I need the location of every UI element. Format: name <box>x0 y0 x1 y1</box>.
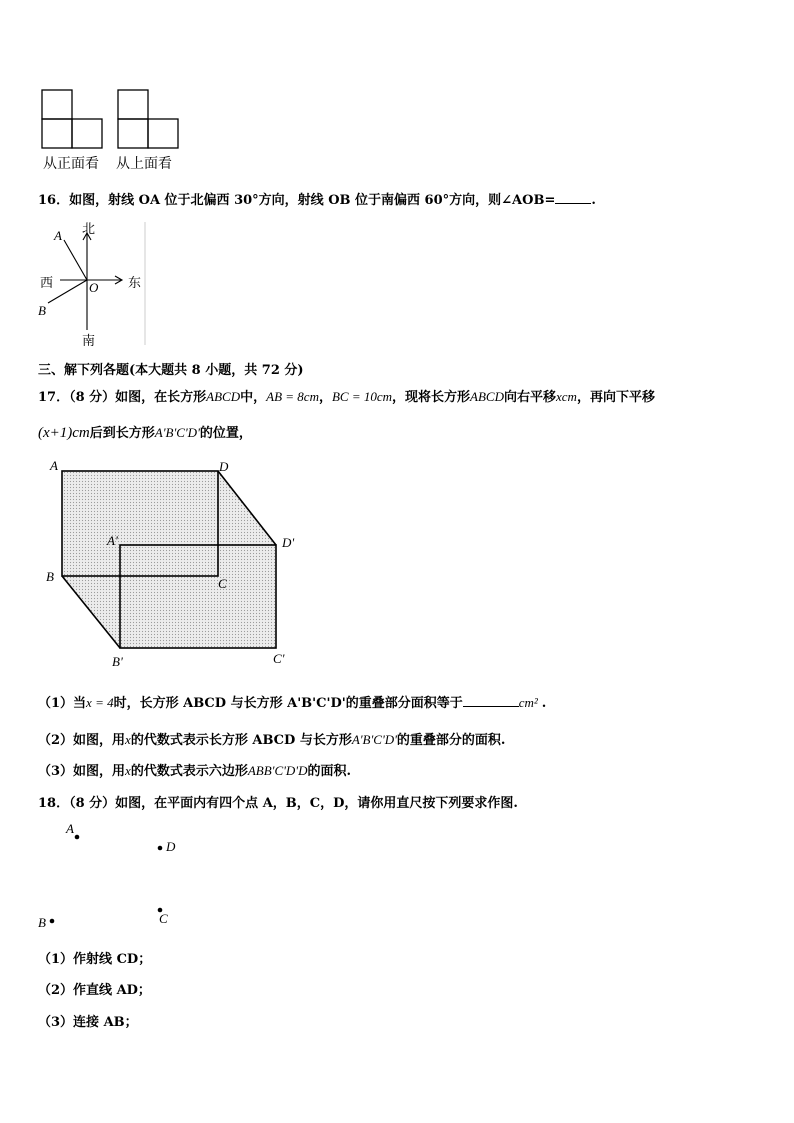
q17-abcd: ABCD <box>206 389 241 404</box>
q17-shift-expr: (x+1)cm <box>38 425 90 441</box>
fig17-label-a: A <box>50 458 58 473</box>
q17-sub1-b: 时，长方形 ABCD 与长方形 A'B'C'D'的重叠部分面积等于 <box>113 696 463 711</box>
fig17-label-b: B <box>46 569 54 584</box>
fig17-label-a-prime: A' <box>107 533 118 548</box>
q17-sub2-x: x <box>125 732 131 747</box>
q18-sub3: （3）连接 AB； <box>38 1015 138 1030</box>
q17-sub2-a: （2）如图，用 <box>38 733 126 748</box>
q17-bc-length: BC = 10cm <box>331 389 393 404</box>
compass-south-label: 南 <box>82 334 96 349</box>
q17-sub1-end: . <box>541 696 547 711</box>
q16-end: . <box>591 193 596 208</box>
compass-o-label: O <box>89 280 99 295</box>
q18-point-c-label: C <box>159 911 168 926</box>
q17-comma: ， <box>318 390 332 405</box>
section3-title: 三、解下列各题(本大题共 8 小题，共 72 分) <box>38 363 304 378</box>
compass-a-label: A <box>54 228 62 243</box>
q18-point-a-label: A <box>66 821 74 836</box>
front-view-caption: 从正面看 <box>43 156 99 172</box>
q18-text: 18．（8 分）如图，在平面内有四个点 A，B，C，D，请你用直尺按下列要求作图. <box>38 796 518 811</box>
top-view-caption: 从上面看 <box>116 156 172 172</box>
compass-b-label: B <box>38 303 46 318</box>
q17-ab-length: AB = 8cm <box>266 389 319 404</box>
q17-abcd-2: ABCD <box>470 389 504 404</box>
q18-sub2: （2）作直线 AD； <box>38 983 151 998</box>
q17-sub3-hexagon: ABB'C'D'D <box>247 763 308 778</box>
q17-sub1-a: （1）当 <box>38 696 87 711</box>
q18-sub1: （1）作射线 CD； <box>38 952 152 967</box>
fig17-label-d-prime: D' <box>282 535 295 550</box>
q17-line1-e: ，再向下平移 <box>576 390 655 405</box>
q17-xcm: xcm <box>556 389 577 404</box>
fig17-label-d: D <box>219 459 229 474</box>
fig17-label-c-prime: C' <box>273 651 285 666</box>
q17-sub1-x: x = 4 <box>86 695 114 710</box>
q17-sub3-x: x <box>125 763 131 778</box>
q18-point-d-label: D <box>166 839 176 854</box>
q16-stem: 16．如图，射线 OA 位于北偏西 30°方向，射线 OB 位于南偏西 60°方向，则∠AOB= <box>38 193 556 208</box>
q17-sub2-rect: A'B'C'D' <box>351 732 397 747</box>
compass-west-label: 西 <box>40 276 54 291</box>
q17-sub3-b: 的代数式表示六边形 <box>130 764 248 779</box>
q17-line2-b: 的位置， <box>199 426 252 441</box>
q17-line1-a: 17．（8 分）如图，在长方形 <box>38 390 207 405</box>
q18-point-b-label: B <box>38 915 46 930</box>
fig17-label-b-prime: B' <box>112 654 123 669</box>
q17-rect-prime: A'B'C'D' <box>154 425 200 440</box>
q17-sub2-b: 的代数式表示长方形 ABCD 与长方形 <box>130 733 352 748</box>
q17-line1-d: 向右平移 <box>503 390 556 405</box>
q17-line1-b: 中， <box>240 390 267 405</box>
fig17-label-c: C <box>218 576 227 591</box>
q17-line2-a: 后到长方形 <box>89 426 155 441</box>
compass-east-label: 东 <box>128 276 142 291</box>
q17-sub1-unit: cm² <box>518 695 538 710</box>
q17-sub2-c: 的重叠部分的面积. <box>396 733 506 748</box>
q17-line1-c: ，现将长方形 <box>392 390 471 405</box>
q17-sub3-c: 的面积. <box>307 764 351 779</box>
q17-sub3-a: （3）如图，用 <box>38 764 126 779</box>
compass-north-label: 北 <box>82 222 96 237</box>
